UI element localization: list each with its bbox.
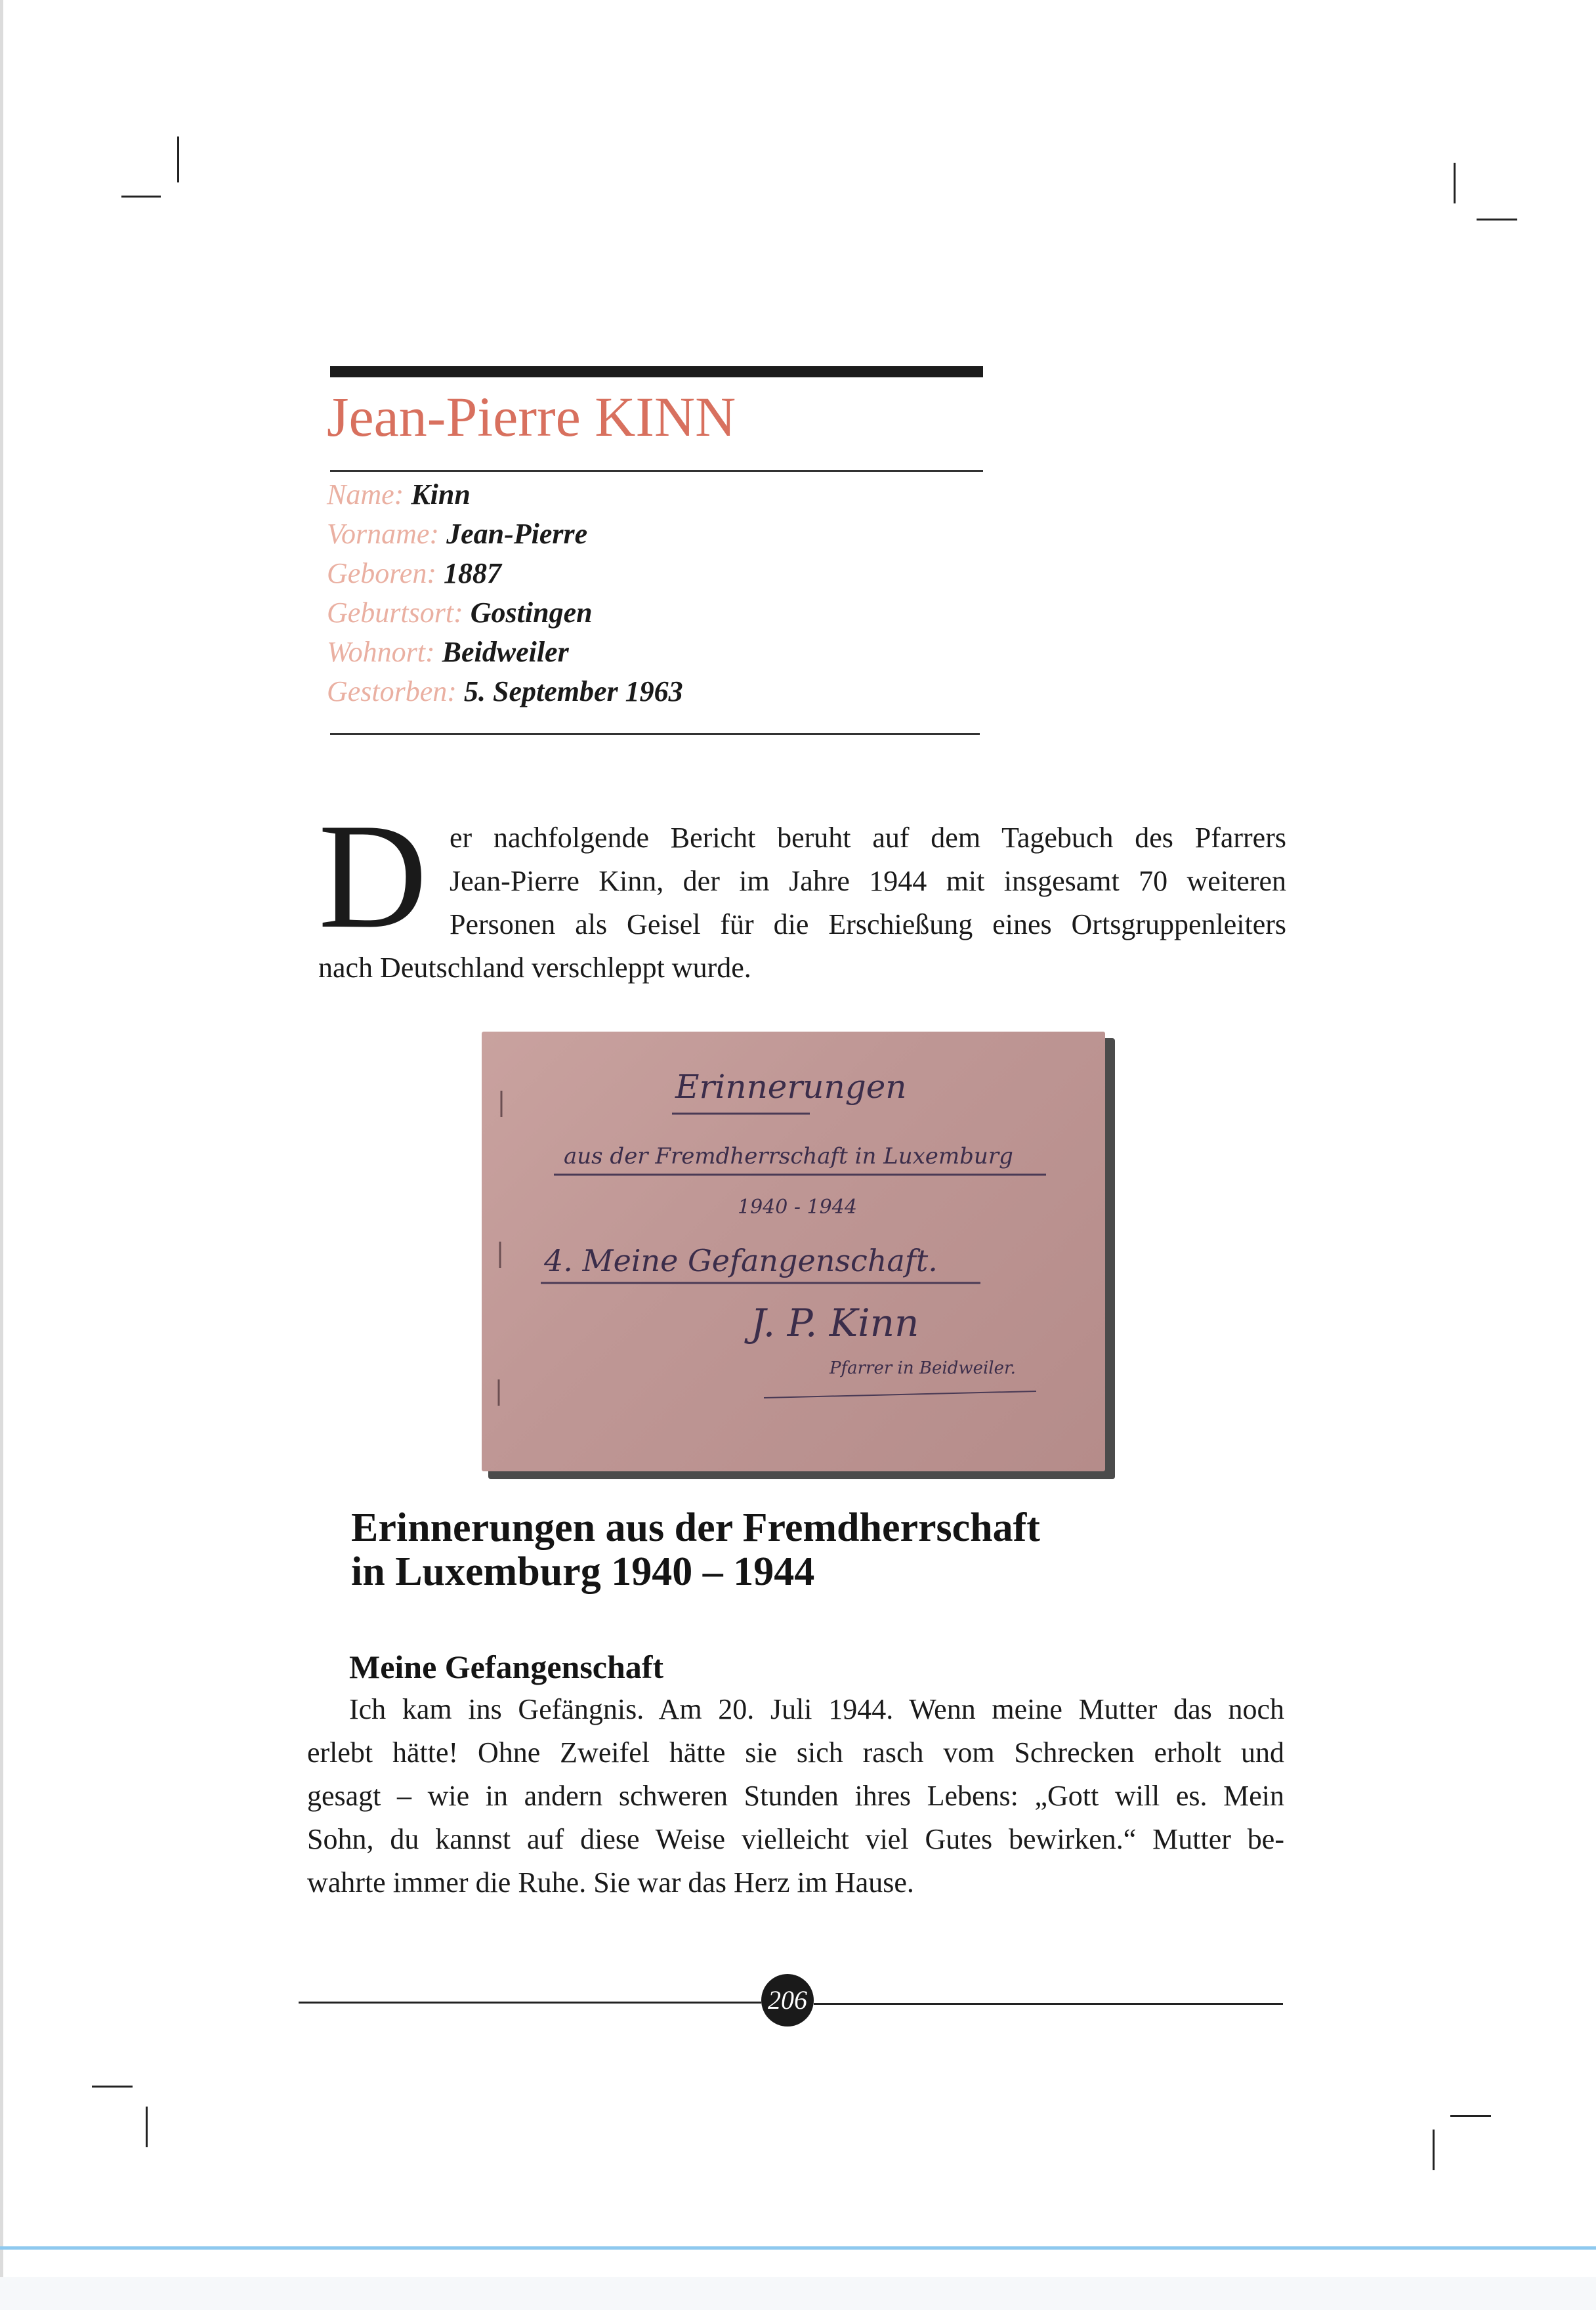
page-number-badge: 206	[761, 1974, 814, 2026]
notebook-signature-sub: Pfarrer in Beidweiler.	[830, 1358, 1016, 1378]
body-line: Ich kam ins Gefängnis. Am 20. Juli 1944. Wenn meine Mutter das noch	[349, 1693, 1284, 1725]
crop-mark-bottom-left-vertical	[146, 2107, 148, 2147]
section-subtitle: Meine Gefangenschaft	[349, 1648, 664, 1685]
bio-label: Geburtsort:	[327, 597, 463, 629]
bio-value: 1887	[443, 557, 501, 589]
bio-value: Jean-Pierre	[446, 518, 588, 550]
scan-bottom-margin	[0, 2277, 1596, 2310]
notebook-line-4: 4. Meine Gefangenschaft.	[544, 1243, 938, 1278]
bio-label: Vorname:	[327, 518, 440, 550]
intro-line: Personen als Geisel für die Erschießung eines Ortsgruppenleiters	[450, 908, 1286, 940]
section-title-line: Erinnerungen aus der Fremdherrschaft	[351, 1505, 1040, 1550]
drop-cap: D	[318, 792, 428, 959]
header-title-rule	[330, 470, 983, 472]
bio-value: 5. September 1963	[463, 675, 683, 707]
bio-line-geburtsort	[327, 593, 983, 633]
bio-label: Geboren:	[327, 557, 436, 589]
bio-value: Beidweiler	[442, 636, 569, 668]
bio-line-geboren	[327, 554, 983, 593]
footer-rule-left	[299, 2002, 761, 2004]
crop-mark-top-right-vertical	[1454, 163, 1456, 203]
bio-bottom-rule	[330, 733, 980, 735]
bio-line-wohnort	[327, 633, 983, 672]
bio-line-name	[327, 475, 983, 514]
section-title-line: in Luxemburg 1940 – 1944	[351, 1549, 815, 1594]
notebook-signature: J. P. Kinn	[751, 1301, 919, 1345]
notebook-photo	[482, 1032, 1115, 1480]
body-line: gesagt – wie in andern schweren Stunden ihres Lebens: „Gott will es. Mein	[307, 1780, 1284, 1812]
notebook-cover	[482, 1032, 1105, 1471]
bio-value: Kinn	[411, 478, 471, 511]
body-line: wahrte immer die Ruhe. Sie war das Herz im Hause.	[307, 1866, 914, 1899]
footer-rule-right	[814, 2003, 1283, 2005]
scan-left-edge	[0, 0, 3, 2310]
bio-line-gestorben	[327, 672, 983, 711]
notebook-line-3: 1940 - 1944	[738, 1196, 857, 1219]
bio-label: Name:	[327, 478, 404, 511]
header-top-rule	[330, 366, 983, 377]
bio-label: Wohnort:	[327, 636, 435, 668]
crop-mark-top-left-horizontal	[121, 196, 161, 198]
intro-paragraph	[318, 792, 1296, 1014]
body-line: erlebt hätte! Ohne Zweifel hätte sie sich rasch vom Schrecken erholt und	[307, 1736, 1284, 1769]
section-title	[351, 1506, 1204, 1605]
intro-line: nach Deutschland verschleppt wurde.	[318, 952, 751, 984]
crop-mark-bottom-right-vertical	[1433, 2130, 1435, 2170]
bio-line-vorname	[327, 514, 983, 554]
intro-line: er nachfolgende Bericht beruht auf dem Tagebuch des Pfarrers	[450, 822, 1286, 854]
scan-bottom-line	[0, 2246, 1596, 2250]
page-title: Jean-Pierre KINN	[327, 385, 736, 448]
bio-value: Gostingen	[470, 597, 593, 629]
crop-mark-top-right-horizontal	[1477, 219, 1517, 220]
crop-mark-bottom-right-horizontal	[1450, 2115, 1491, 2117]
intro-line: Jean-Pierre Kinn, der im Jahre 1944 mit insgesamt 70 weiteren	[450, 865, 1286, 897]
bio-list	[327, 475, 983, 718]
notebook-line-2: aus der Fremdherrschaft in Luxemburg	[564, 1143, 1013, 1169]
bio-label: Gestorben:	[327, 675, 457, 707]
notebook-line-1: Erinnerungen	[675, 1068, 907, 1106]
crop-mark-top-left-vertical	[177, 136, 179, 182]
body-line: Sohn, du kannst auf diese Weise vielleicht viel Gutes bewirken.“ Mutter be-	[307, 1823, 1284, 1855]
crop-mark-bottom-left-horizontal	[92, 2086, 133, 2088]
